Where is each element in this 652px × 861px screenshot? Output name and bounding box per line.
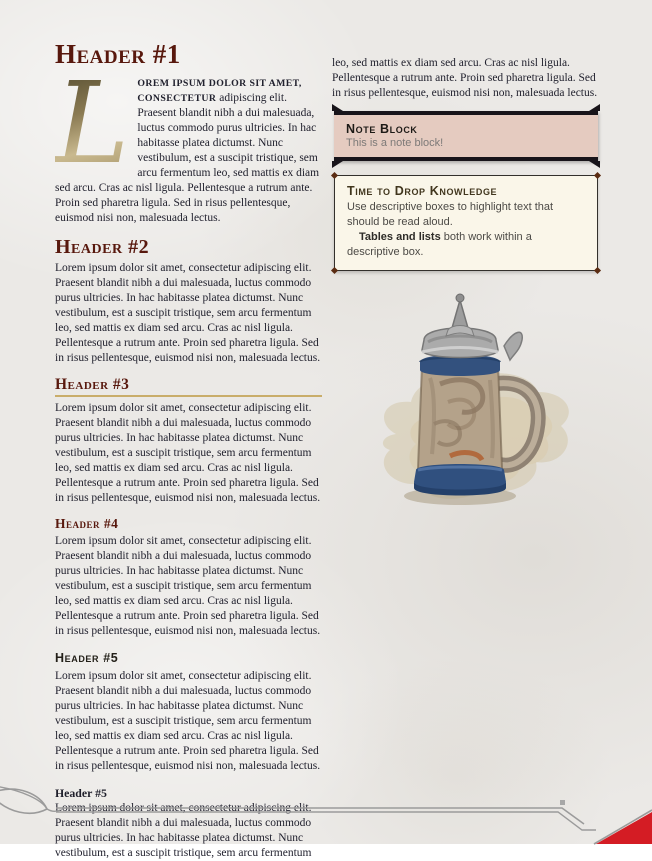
- note-block-title: Note Block: [346, 122, 418, 136]
- continuation-paragraph: leo, sed mattis ex diam sed arcu. Cras ac nisl ligula. Pellentesque a rutrum ante. Proin sed pharetra ligula. Sed in risus pellentesque, euismod nisi non, malesuada lectus.: [332, 57, 598, 99]
- stein-finial: [452, 300, 468, 328]
- stein-thumblift: [504, 332, 522, 360]
- heading-1: Header #1: [55, 39, 181, 69]
- heading-4: Header #4: [55, 516, 119, 531]
- descriptive-box: [334, 175, 598, 271]
- descriptive-box-title: Time to Drop Knowledge: [347, 184, 498, 198]
- left-column: [55, 39, 322, 859]
- corner-diamond-icon: [594, 267, 601, 274]
- footer-rule-top: [56, 808, 584, 824]
- note-block-text: This is a note block!: [346, 137, 444, 149]
- descriptive-box-line2: [347, 230, 585, 260]
- stein-finial-knob: [456, 294, 464, 302]
- footer-red-corner: [596, 812, 652, 844]
- heading-6: Header #5: [55, 786, 107, 800]
- note-block: [334, 111, 598, 161]
- heading-5: Header #5: [55, 651, 119, 665]
- intro-body-text: adipiscing elit. Praesent blandit nibh a dui malesuada, luctus commodo purus ultricies. In hac habitasse platea dictumst. Nunc vestibulum, est a suscipit tristique, sem arcu fermentum leo, sed mattis ex diam sed arcu. Cras ac nisl ligula. Pellentesque a rutrum ante. Proin sed pharetra ligula. Sed in risus pellentesque, euismod nisi non, malesuada lectus.: [55, 92, 320, 224]
- descriptive-box-line2-rest: both work within a descriptive box.: [347, 231, 532, 258]
- right-column: [332, 56, 600, 820]
- intro-lead-caps: OREM IPSUM DOLOR SIT AMET, CONSECTETUR: [137, 78, 302, 104]
- section-paragraph-truncated: Lorem ipsum dolor sit amet, consectetur adipiscing elit. Praesent blandit nibh a dui malesuada, luctus commodo purus ultricies. In hac habitasse platea dictumst. Nunc vestibulum, est a suscipit tristique, sem arcu fermentum: [55, 802, 312, 859]
- section-paragraph: Lorem ipsum dolor sit amet, consectetur adipiscing elit. Praesent blandit nibh a dui malesuada, luctus commodo purus ultricies. In hac habitasse platea dictumst. Nunc vestibulum, est a suscipit tristique, sem arcu fermentum leo, sed mattis ex diam sed arcu. Cras ac nisl ligula. Pellentesque a rutrum ante. Proin sed pharetra ligula. Sed in risus pellentesque, euismod nisi non, malesuada lectus.: [55, 262, 321, 364]
- beer-stein-svg: [356, 284, 588, 518]
- intro-paragraph: [55, 59, 322, 226]
- section-paragraph: Lorem ipsum dolor sit amet, consectetur adipiscing elit. Praesent blandit nibh a dui malesuada, luctus commodo purus ultricies. In hac habitasse platea dictumst. Nunc vestibulum, est a suscipit tristique, sem arcu fermentum leo, sed mattis ex diam sed arcu. Cras ac nisl ligula. Pellentesque a rutrum ante. Proin sed pharetra ligula. Sed in risus pellentesque, euismod nisi non, malesuada lectus.: [55, 535, 321, 637]
- note-corner-flare-icon: [589, 161, 600, 168]
- descriptive-box-line2-bold: Tables and lists: [359, 231, 441, 243]
- corner-diamond-icon: [331, 267, 338, 274]
- heading-2: Header #2: [55, 236, 150, 258]
- corner-diamond-icon: [331, 172, 338, 179]
- section-paragraph: Lorem ipsum dolor sit amet, consectetur adipiscing elit. Praesent blandit nibh a dui malesuada, luctus commodo purus ultricies. In hac habitasse platea dictumst. Nunc vestibulum, est a suscipit tristique, sem arcu fermentum leo, sed mattis ex diam sed arcu. Cras ac nisl ligula. Pellentesque a rutrum ante. Proin sed pharetra ligula. Sed in risus pellentesque, euismod nisi non, malesuada lectus.: [55, 402, 321, 504]
- note-corner-flare-icon: [332, 104, 343, 111]
- beer-stein-illustration: [356, 284, 588, 518]
- footer-leaf-stem: [47, 809, 60, 811]
- page-footer-ornament: [0, 782, 652, 844]
- section-paragraph: Lorem ipsum dolor sit amet, consectetur adipiscing elit. Praesent blandit nibh a dui malesuada, luctus commodo purus ultricies. In hac habitasse platea dictumst. Nunc vestibulum, est a suscipit tristique, sem arcu fermentum leo, sed mattis ex diam sed arcu. Cras ac nisl ligula. Pellentesque a rutrum ante. Proin sed pharetra ligula. Sed in risus pellentesque, euismod nisi non, malesuada lectus.: [55, 670, 321, 772]
- footer-flourish-svg: [0, 782, 652, 844]
- note-corner-flare-icon: [589, 104, 600, 111]
- corner-diamond-icon: [594, 172, 601, 179]
- footer-square-accent: [560, 800, 565, 805]
- descriptive-box-line1: Use descriptive boxes to highlight text that should be read aloud.: [347, 201, 554, 228]
- note-corner-flare-icon: [332, 161, 343, 168]
- heading-3: Header #3: [55, 376, 322, 397]
- footer-rule-bottom: [56, 812, 596, 830]
- drop-cap-letter: L: [55, 76, 137, 170]
